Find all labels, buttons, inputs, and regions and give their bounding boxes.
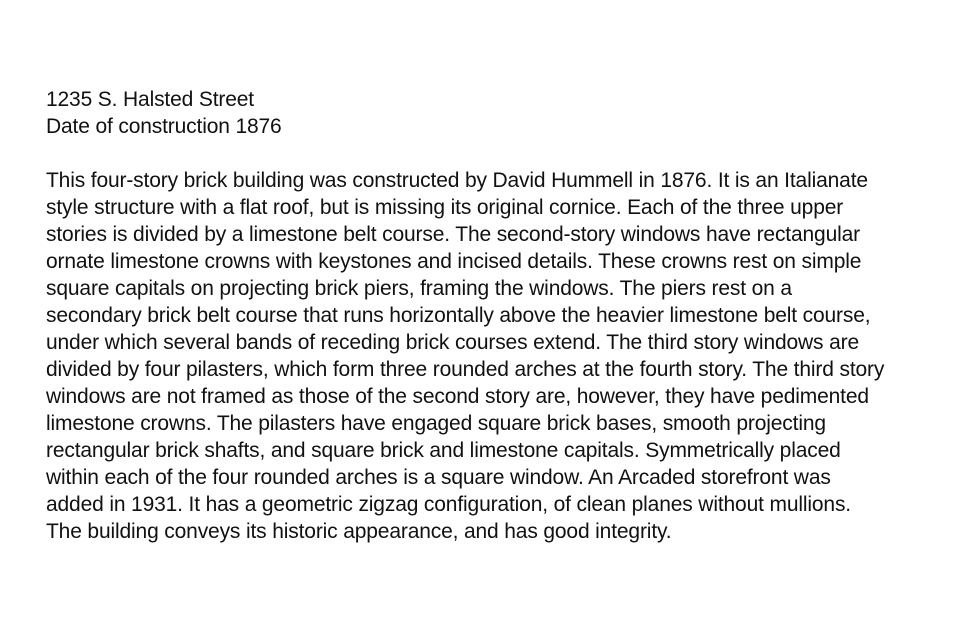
paragraph-line: secondary brick belt course that runs horizontally above the heavier limestone belt course, — [46, 304, 871, 327]
construction-date: Date of construction 1876 — [46, 115, 282, 138]
paragraph-line: rectangular brick shafts, and square brick and limestone capitals. Symmetrically placed — [46, 439, 841, 462]
paragraph-spacer — [46, 140, 926, 167]
paragraph-line: stories is divided by a limestone belt course. The second-story windows have rectangular — [46, 223, 860, 246]
document-content — [46, 86, 926, 545]
paragraph-line: under which several bands of receding brick courses extend. The third story windows are — [46, 331, 859, 354]
description-paragraph — [46, 167, 926, 545]
paragraph-line: This four-story brick building was constructed by David Hummell in 1876. It is an Italianate — [46, 169, 868, 192]
paragraph-line: limestone crowns. The pilasters have engaged square brick bases, smooth projecting — [46, 412, 826, 435]
paragraph-line: The building conveys its historic appearance, and has good integrity. — [46, 520, 672, 543]
paragraph-line: within each of the four rounded arches is a square window. An Arcaded storefront was — [46, 466, 831, 489]
paragraph-line: windows are not framed as those of the second story are, however, they have pedimented — [46, 385, 869, 408]
paragraph-line: ornate limestone crowns with keystones and incised details. These crowns rest on simple — [46, 250, 862, 273]
paragraph-line: divided by four pilasters, which form three rounded arches at the fourth story. The third story — [46, 358, 885, 381]
paragraph-line: style structure with a flat roof, but is missing its original cornice. Each of the three upper — [46, 196, 844, 219]
paragraph-line: square capitals on projecting brick piers, framing the windows. The piers rest on a — [46, 277, 792, 300]
paragraph-line: added in 1931. It has a geometric zigzag configuration, of clean planes without mullions. — [46, 493, 851, 516]
address-heading: 1235 S. Halsted Street — [46, 88, 254, 111]
